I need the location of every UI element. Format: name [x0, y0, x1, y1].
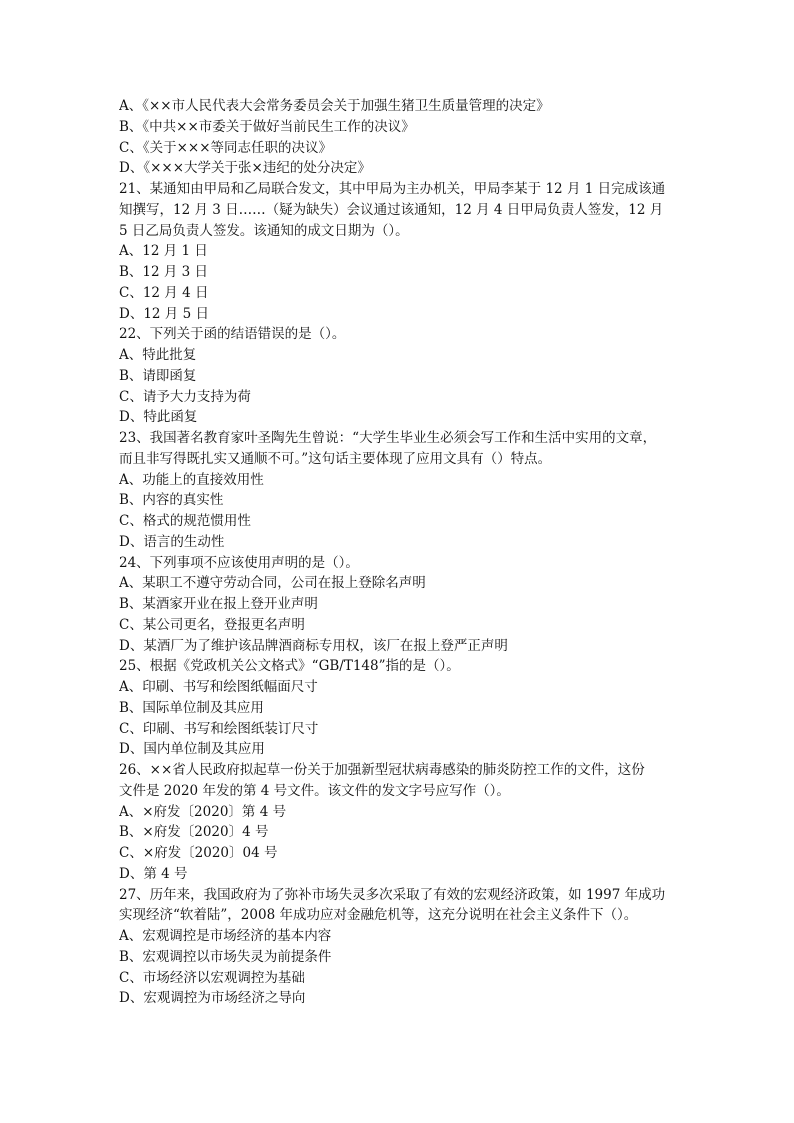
text-line: A、12 月 1 日	[119, 243, 208, 260]
text-line: 文件是 2020 年发的第 4 号文件。该文件的发文字号应写作（）。	[119, 782, 510, 799]
text-line: B、×府发〔2020〕4 号	[119, 824, 269, 841]
text-line: D、某酒厂为了维护该品牌酒商标专用权，该厂在报上登严正声明	[119, 637, 508, 654]
text-line: C、市场经济以宏观调控为基础	[119, 969, 305, 986]
text-line: 知撰写，12 月 3 日……（疑为缺失）会议通过该通知，12 月 4 日甲局负责人签发，12 月	[119, 201, 664, 218]
text-line: B、12 月 3 日	[119, 264, 209, 280]
text-line: 21、某通知由甲局和乙局联合发文，其中甲局为主办机关，甲局李某于 12 月 1 日完成该通	[119, 181, 666, 197]
text-line: D、语言的生动性	[119, 533, 225, 550]
text-line: A、×府发〔2020〕第 4 号	[119, 803, 287, 820]
text-line: C、请予大力支持为荷	[119, 388, 251, 405]
text-line: A、《××市人民代表大会常务委员会关于加强生猪卫生质量管理的决定》	[119, 98, 550, 114]
text-line: A、宏观调控是市场经济的基本内容	[119, 928, 332, 944]
text-line: C、×府发〔2020〕04 号	[119, 845, 278, 861]
text-line: B、《中共××市委关于做好当前民生工作的决议》	[119, 118, 415, 135]
text-line: D、《×××大学关于张×违纪的处分决定》	[119, 160, 371, 177]
text-line: 22、下列关于函的结语错误的是（）。	[119, 326, 346, 343]
text-line: D、宏观调控为市场经济之导向	[119, 990, 306, 1007]
text-line: 26、××省人民政府拟起草一份关于加强新型冠状病毒感染的肺炎防控工作的文件，这份	[119, 762, 645, 778]
text-line: D、第 4 号	[119, 865, 188, 882]
text-line: D、特此函复	[119, 409, 198, 426]
text-line: A、某职工不遵守劳动合同，公司在报上登除名声明	[119, 575, 426, 592]
text-line: C、某公司更名，登报更名声明	[119, 616, 305, 633]
text-line: 5 日乙局负责人签发。该通知的成文日期为（）。	[119, 222, 409, 239]
text-line: 24、下列事项不应该使用声明的是（）。	[119, 554, 359, 571]
text-line: C、格式的规范惯用性	[119, 513, 251, 529]
text-line: D、国内单位制及其应用	[119, 741, 265, 758]
text-line: B、内容的真实性	[119, 492, 224, 509]
text-line: B、国际单位制及其应用	[119, 699, 264, 716]
text-line: C、《关于×××等同志任职的决议》	[119, 139, 333, 156]
text-line: A、印刷、书写和绘图纸幅面尺寸	[119, 679, 318, 695]
text-line: B、宏观调控以市场失灵为前提条件	[119, 948, 332, 965]
text-line: C、12 月 4 日	[119, 284, 209, 301]
text-line: 而且非写得既扎实又通顺不可。”这句话主要体现了应用文具有（）特点。	[119, 450, 552, 467]
document-body	[119, 96, 679, 1009]
text-line: B、某酒家开业在报上登开业声明	[119, 596, 318, 612]
text-line: C、印刷、书写和绘图纸装订尺寸	[119, 720, 319, 737]
text-line: B、请即函复	[119, 367, 197, 384]
text-line: A、特此批复	[119, 347, 197, 363]
text-line: 实现经济“软着陆”，2008 年成功应对金融危机等，这充分说明在社会主义条件下（）。	[119, 907, 638, 924]
text-line: A、功能上的直接效用性	[119, 471, 264, 488]
text-line: 25、根据《党政机关公文格式》“GB/T148”指的是（）。	[119, 658, 460, 675]
text-line: 23、我国著名教育家叶圣陶先生曾说：“大学生毕业生必须会写工作和生活中实用的文章，	[119, 430, 657, 446]
text-line: 27、历年来，我国政府为了弥补市场失灵多次采取了有效的宏观经济政策，如 1997 年成功	[119, 886, 666, 903]
text-line: D、12 月 5 日	[119, 305, 209, 322]
